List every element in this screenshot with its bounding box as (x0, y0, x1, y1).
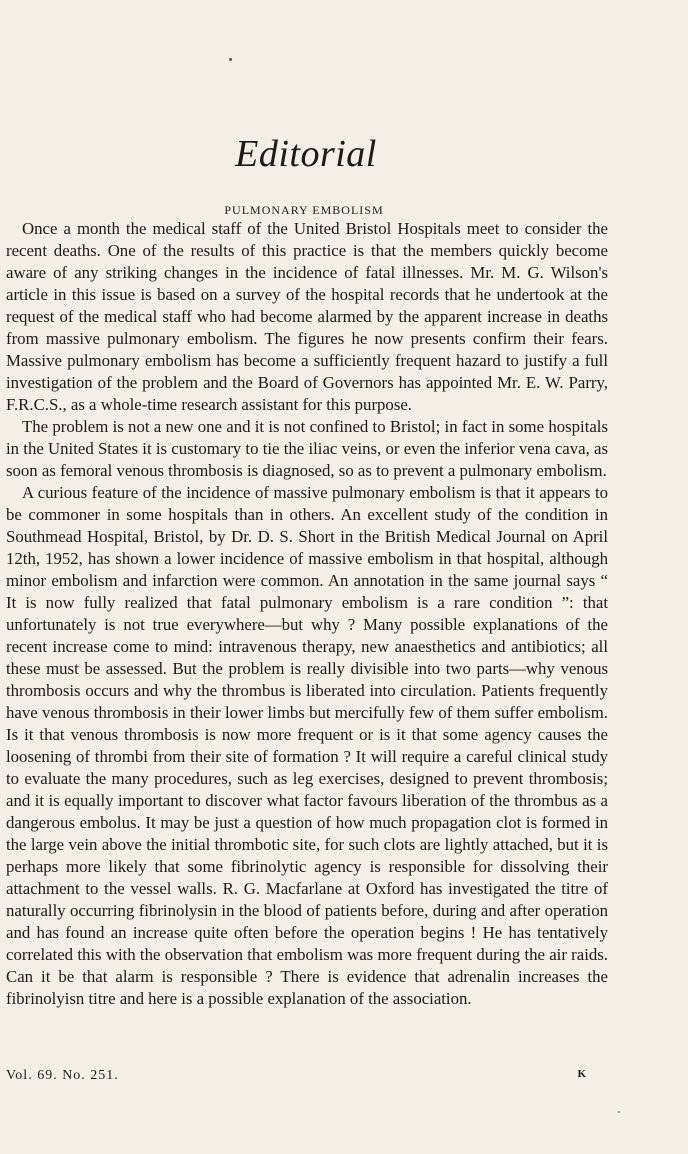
paragraph: Once a month the medical staff of the United Bristol Hospitals meet to consider the recent deaths. One of the results of this practice is that the members quickly become aware of any striking changes in the incidence of fatal illnesses. Mr. M. G. Wilson's article in this issue is based on a survey of the hospital records that he undertook at the request of the medical staff who had become alarmed by the apparent increase in deaths from massive pulmonary embolism. The figures he now presents confirm their fears. Massive pulmonary embolism has become a sufficiently frequent hazard to justify a full investigation of the problem and the Board of Governors has appointed Mr. E. W. Parry, F.R.C.S., as a whole-time research assistant for this purpose. (6, 219, 608, 414)
ink-speck (229, 58, 232, 61)
signature-mark: K (577, 1068, 586, 1080)
article-body (6, 218, 608, 1010)
page-footer (6, 1068, 586, 1084)
article-subtitle: PULMONARY EMBOLISM (224, 203, 384, 217)
paragraph: A curious feature of the incidence of massive pulmonary embolism is that it appears to be commoner in some hospitals than in others. An excellent study of the condition in Southmead Hospital, Bristol, by Dr. D. S. Short in the British Medical Journal on April 12th, 1952, has shown a lower incidence of massive embolism in that hospital, although minor embolism and infarction were common. An annotation in the same journal says “ It is now fully realized that fatal pulmonary embolism is a rare condition ”: that unfortunately is not true everywhere—but why ? Many possible explanations of the recent increase come to mind: intravenous therapy, new anaesthetics and antibiotics; all these must be assessed. But the problem is really divisible into two parts—why venous thrombosis occurs and why the thrombus is liberated into circulation. Patients frequently have venous thrombosis in their lower limbs but mercifully few of them suffer embolism. Is it that venous thrombosis is now more frequent or is it that some agency causes the loosening of thrombi from their site of formation ? It will require a careful clinical study to evaluate the many procedures, such as leg exercises, designed to prevent thrombosis; and it is equally important to discover what factor favours liberation of the thrombus as a dangerous embolus. It may be just a question of how much propagation clot is formed in the large vein above the initial thrombotic site, for such clots are lightly attached, but it is perhaps more likely that some fibrinolytic agency is responsible for dissolving their attachment to the vessel walls. R. G. Macfarlane at Oxford has investigated the titre of naturally occurring fibrinolysin in the blood of patients before, during and after operation and has found an increase quite often before the operation begins ! He has tentatively correlated this with the observation that embolism was more frequent during the air raids. Can it be that alarm is responsible ? There is evidence that adrenalin increases the fibrinolyisn titre and here is a possible explanation of the association. (6, 483, 608, 1008)
page-title: Editorial (235, 133, 377, 175)
volume-number: Vol. 69. No. 251. (6, 1068, 119, 1083)
ink-speck (618, 1111, 620, 1113)
paragraph: The problem is not a new one and it is not confined to Bristol; in fact in some hospitals in the United States it is customary to tie the iliac veins, or even the inferior vena cava, as soon as femoral venous thrombosis is diagnosed, so as to prevent a pulmonary embolism. (6, 417, 608, 480)
